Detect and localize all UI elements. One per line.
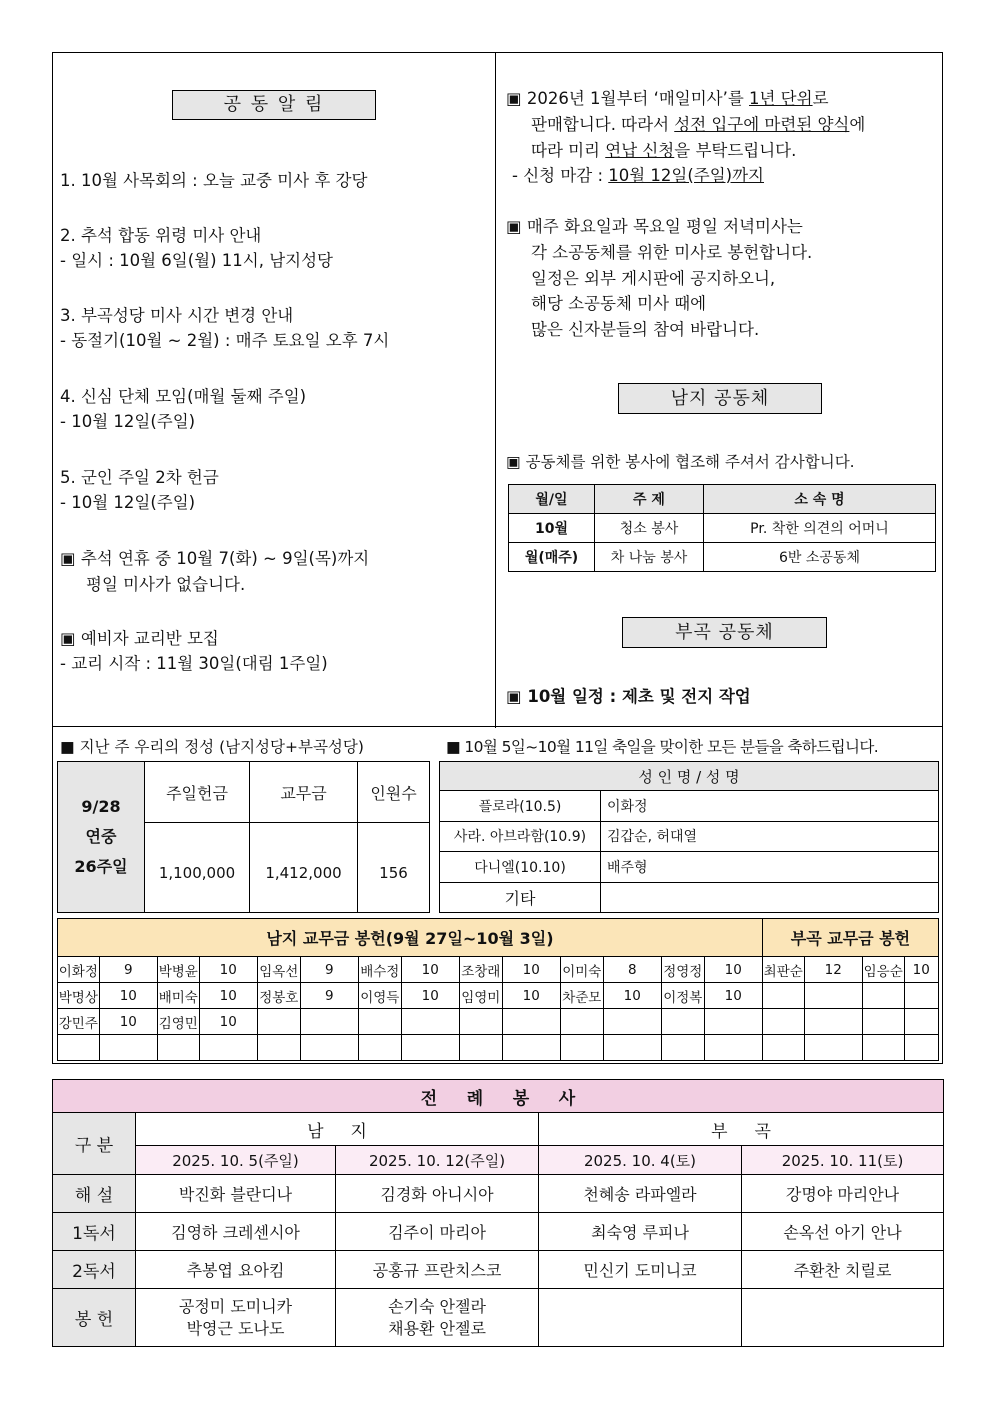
dues-name-cell [58, 1035, 100, 1061]
dues-amount-cell: 10 [603, 983, 661, 1009]
liturgy-offertory-cell [336, 1289, 539, 1347]
weekday-mass-line1: ▣ 매주 화요일과 목요일 평일 저녁미사는 [506, 217, 803, 236]
liturgy-offertory-cell [136, 1289, 336, 1347]
dues-name-cell [862, 983, 904, 1009]
feast-saint: 다니엘(10.10) [440, 852, 601, 882]
offertory-person: 손기숙 안젤라 [388, 1296, 486, 1316]
offering-header-sunday: 주일헌금 [145, 762, 250, 823]
dues-name-cell [560, 1009, 603, 1035]
dues-amount-cell [199, 1035, 257, 1061]
liturgy-cell: 주환찬 치릴로 [742, 1251, 944, 1289]
service-cell: 청소 봉사 [595, 514, 704, 543]
liturgy-row-label: 2독서 [53, 1251, 136, 1289]
daily-missal-line3: 따라 미리 연납 신청을 부탁드립니다. [531, 141, 797, 160]
dues-amount-cell [804, 983, 862, 1009]
notice-item-1: 1. 10월 사목회의 : 오늘 교중 미사 후 강당 [60, 171, 368, 190]
namji-dues-title: 남지 교무금 봉헌(9월 27일~10월 3일) [58, 919, 763, 957]
catechumen-detail: - 교리 시작 : 11월 30일(대림 1주일) [60, 654, 328, 673]
dues-amount-cell: 10 [904, 957, 939, 983]
dues-amount-cell: 10 [199, 983, 257, 1009]
dues-name-cell [661, 1035, 704, 1061]
dues-amount-cell [603, 1035, 661, 1061]
dues-amount-cell [704, 1009, 762, 1035]
dues-name-cell [257, 1035, 300, 1061]
chuseok-notice-line2: 평일 미사가 없습니다. [86, 575, 246, 594]
dues-name-cell [257, 1009, 300, 1035]
bugok-dues-title: 부곡 교무금 봉헌 [762, 919, 938, 957]
service-header-topic: 주 제 [595, 485, 704, 514]
service-cell: 6반 소공동체 [704, 543, 936, 572]
liturgy-date: 2025. 10. 11(토) [742, 1146, 944, 1175]
liturgy-table [52, 1079, 944, 1347]
feast-person [601, 882, 939, 912]
liturgy-cell: 최숙영 루피나 [539, 1213, 742, 1251]
chuseok-notice-line1: ▣ 추석 연휴 중 10월 7(화) ~ 9일(목)까지 [60, 549, 370, 568]
dues-name-cell [762, 983, 804, 1009]
weekday-mass-line4: 해당 소공동체 미사 때에 [531, 294, 707, 313]
notice-item-3-detail: - 동절기(10월 ~ 2월) : 매주 토요일 오후 7시 [60, 331, 390, 350]
offering-date: 9/28 [81, 797, 121, 816]
daily-missal-line1: ▣ 2026년 1월부터 ‘매일미사’를 1년 단위로 [506, 89, 829, 108]
dues-amount-cell [904, 983, 939, 1009]
liturgy-cell: 박진화 블란디나 [136, 1175, 336, 1213]
namji-community-title: 남지 공동체 [618, 383, 822, 414]
notice-item-4-title: 4. 신심 단체 모임(매월 둘째 주일) [60, 387, 307, 406]
liturgy-cell: 김영하 크레센시아 [136, 1213, 336, 1251]
column-divider [495, 52, 496, 728]
dues-name-cell: 이정복 [661, 983, 704, 1009]
weekday-mass-line3: 일정은 외부 게시판에 공지하오니, [531, 269, 776, 288]
liturgy-bugok-header: 부 곡 [539, 1113, 944, 1146]
offering-date-cell [58, 762, 145, 913]
dues-amount-cell [502, 1009, 560, 1035]
dues-name-cell: 김영민 [157, 1009, 199, 1035]
service-cell: 10월 [509, 514, 595, 543]
dues-name-cell: 최판순 [762, 957, 804, 983]
dues-name-cell: 이화정 [58, 957, 100, 983]
dues-amount-cell: 10 [502, 983, 560, 1009]
namji-thanks: ▣ 공동체를 위한 봉사에 협조해 주셔서 감사합니다. [506, 453, 855, 471]
dues-amount-cell [300, 1035, 358, 1061]
service-header-group: 소 속 명 [704, 485, 936, 514]
liturgy-offertory-label: 봉 헌 [53, 1289, 136, 1347]
service-table [508, 484, 936, 572]
dues-amount-cell: 10 [199, 957, 257, 983]
liturgy-cell: 공홍규 프란치스코 [336, 1251, 539, 1289]
dues-name-cell: 차준모 [560, 983, 603, 1009]
offertory-person: 채용환 안젤로 [388, 1318, 486, 1338]
dues-name-cell [560, 1035, 603, 1061]
feast-heading: ■ 10월 5일~10월 11일 축일을 맞이한 모든 분들을 축하드립니다. [446, 738, 879, 756]
liturgy-namji-header: 남 지 [136, 1113, 539, 1146]
dues-name-cell: 임응순 [862, 957, 904, 983]
dues-name-cell [358, 1035, 401, 1061]
liturgy-cell: 민신기 도미니코 [539, 1251, 742, 1289]
liturgy-title: 전 례 봉 사 [53, 1080, 944, 1113]
dues-table [57, 918, 939, 1061]
feast-saint: 기타 [440, 882, 601, 912]
dues-name-cell [762, 1009, 804, 1035]
dues-amount-cell [904, 1035, 939, 1061]
dues-amount-cell: 10 [502, 957, 560, 983]
offering-dues-value: 1,412,000 [250, 823, 358, 913]
dues-amount-cell: 9 [99, 957, 157, 983]
bugok-schedule: ▣ 10월 일정 : 제초 및 전지 작업 [506, 687, 751, 706]
liturgy-offertory-cell [742, 1289, 944, 1347]
liturgy-offertory-cell [539, 1289, 742, 1347]
offering-header-count: 인원수 [358, 762, 430, 823]
liturgy-cell: 손옥선 아기 안나 [742, 1213, 944, 1251]
daily-missal-line2: 판매합니다. 따라서 성전 입구에 마련된 양식에 [531, 115, 866, 134]
dues-name-cell: 조창래 [459, 957, 502, 983]
dues-name-cell [661, 1009, 704, 1035]
dues-name-cell: 박병윤 [157, 957, 199, 983]
service-cell: 차 나눔 봉사 [595, 543, 704, 572]
offering-heading: ■ 지난 주 우리의 정성 (남지성당+부곡성당) [60, 738, 364, 756]
liturgy-date: 2025. 10. 12(주일) [336, 1146, 539, 1175]
notice-item-5-title: 5. 군인 주일 2차 헌금 [60, 468, 219, 487]
offering-table [57, 761, 430, 913]
dues-name-cell [157, 1035, 199, 1061]
dues-amount-cell [804, 1035, 862, 1061]
feast-table [439, 761, 939, 913]
liturgy-cell: 천혜송 라파엘라 [539, 1175, 742, 1213]
dues-name-cell [459, 1009, 502, 1035]
feast-person: 이화정 [601, 791, 939, 821]
feast-saint: 사라. 아브라함(10.9) [440, 821, 601, 851]
dues-name-cell: 정영정 [661, 957, 704, 983]
dues-name-cell [862, 1035, 904, 1061]
bugok-community-title: 부곡 공동체 [622, 617, 827, 648]
liturgy-row-label: 해 설 [53, 1175, 136, 1213]
offertory-person: 공정미 도미니카 [178, 1296, 293, 1316]
dues-amount-cell: 10 [99, 1009, 157, 1035]
dues-name-cell: 임옥선 [257, 957, 300, 983]
dues-amount-cell: 10 [704, 983, 762, 1009]
service-header-date: 월/일 [509, 485, 595, 514]
notice-item-3-title: 3. 부곡성당 미사 시간 변경 안내 [60, 306, 294, 325]
feast-saint: 플로라(10.5) [440, 791, 601, 821]
dues-name-cell: 박명상 [58, 983, 100, 1009]
dues-amount-cell [603, 1009, 661, 1035]
liturgy-date: 2025. 10. 4(토) [539, 1146, 742, 1175]
dues-amount-cell [704, 1035, 762, 1061]
dues-amount-cell: 12 [804, 957, 862, 983]
dues-amount-cell [502, 1035, 560, 1061]
liturgy-cell: 김주이 마리아 [336, 1213, 539, 1251]
offering-sunday-value: 1,100,000 [145, 823, 250, 913]
weekday-mass-line5: 많은 신자분들의 참여 바랍니다. [531, 320, 760, 339]
dues-amount-cell [300, 1009, 358, 1035]
dues-amount-cell [99, 1035, 157, 1061]
dues-name-cell: 정봉호 [257, 983, 300, 1009]
dues-amount-cell: 8 [603, 957, 661, 983]
offertory-person: 박영근 도나도 [186, 1318, 285, 1338]
feast-person: 배주형 [601, 852, 939, 882]
dues-amount-cell [904, 1009, 939, 1035]
dues-name-cell: 임영미 [459, 983, 502, 1009]
liturgy-cell: 추봉엽 요아킴 [136, 1251, 336, 1289]
notice-item-2-detail: - 일시 : 10월 6일(월) 11시, 남지성당 [60, 251, 333, 270]
notice-item-5-detail: - 10월 12일(주일) [60, 493, 196, 512]
dues-amount-cell: 10 [99, 983, 157, 1009]
catechumen-title: ▣ 예비자 교리반 모집 [60, 629, 219, 648]
notice-item-2-title: 2. 추석 합동 위령 미사 안내 [60, 226, 262, 245]
dues-name-cell: 배미숙 [157, 983, 199, 1009]
liturgy-col-label: 구 분 [53, 1113, 136, 1175]
dues-name-cell [862, 1009, 904, 1035]
dues-amount-cell [401, 1009, 459, 1035]
dues-amount-cell: 9 [300, 983, 358, 1009]
offering-count-value: 156 [358, 823, 430, 913]
notice-item-4-detail: - 10월 12일(주일) [60, 412, 196, 431]
dues-amount-cell: 10 [401, 957, 459, 983]
offering-header-dues: 교무금 [250, 762, 358, 823]
dues-amount-cell: 10 [704, 957, 762, 983]
offering-week-line1: 연중 [85, 827, 117, 846]
liturgy-row-label: 1독서 [53, 1213, 136, 1251]
dues-amount-cell [401, 1035, 459, 1061]
dues-name-cell: 배수정 [358, 957, 401, 983]
dues-name-cell: 이미숙 [560, 957, 603, 983]
offering-week-line2: 26주일 [74, 857, 128, 876]
dues-name-cell [358, 1009, 401, 1035]
common-notice-title: 공 동 알 림 [172, 90, 376, 120]
dues-amount-cell [804, 1009, 862, 1035]
liturgy-cell: 강명야 마리안나 [742, 1175, 944, 1213]
dues-name-cell: 강민주 [58, 1009, 100, 1035]
service-cell: Pr. 착한 의견의 어머니 [704, 514, 936, 543]
dues-name-cell [762, 1035, 804, 1061]
dues-amount-cell: 9 [300, 957, 358, 983]
liturgy-cell: 김경화 아니시아 [336, 1175, 539, 1213]
weekday-mass-line2: 각 소공동체를 위한 미사로 봉헌합니다. [531, 243, 813, 262]
feast-person: 김갑순, 허대열 [601, 821, 939, 851]
dues-amount-cell: 10 [401, 983, 459, 1009]
daily-missal-deadline: - 신청 마감 : 10월 12일(주일)까지 [512, 166, 764, 185]
service-cell: 월(매주) [509, 543, 595, 572]
dues-name-cell [459, 1035, 502, 1061]
feast-table-header: 성 인 명 / 성 명 [440, 762, 939, 791]
dues-amount-cell: 10 [199, 1009, 257, 1035]
dues-name-cell: 이영득 [358, 983, 401, 1009]
liturgy-date: 2025. 10. 5(주일) [136, 1146, 336, 1175]
